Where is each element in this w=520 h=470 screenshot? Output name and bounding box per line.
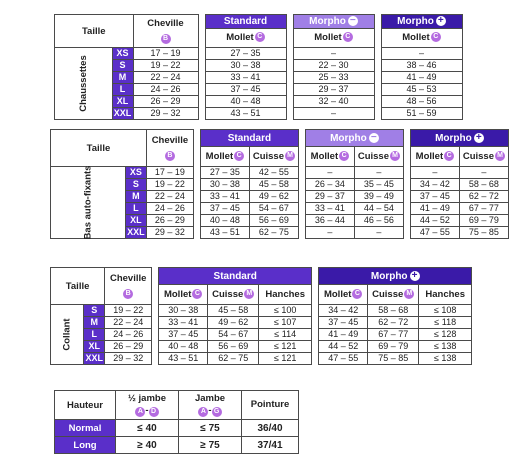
- size-cell: XS: [125, 167, 146, 179]
- cheville-cell: 22 – 24: [133, 72, 198, 84]
- size-cell: S: [112, 60, 133, 72]
- plus-cuisse-cell: 62 – 72: [368, 317, 419, 329]
- plus-mollet-cell: 47 – 55: [319, 353, 368, 365]
- cheville-header: [105, 268, 152, 305]
- size-cell: S: [125, 179, 146, 191]
- cheville-cell: 19 – 22: [133, 60, 198, 72]
- std-hanches-cell: ≤ 121: [259, 353, 312, 365]
- cheville-cell: 24 – 26: [133, 84, 198, 96]
- pointure-header: Pointure: [242, 391, 299, 420]
- cheville-label: Cheville: [147, 18, 184, 29]
- cheville-label: Cheville: [151, 135, 189, 146]
- table-row: [55, 48, 463, 60]
- cheville-cell: 26 – 29: [133, 96, 198, 108]
- collant-table: [50, 267, 472, 365]
- std-cuisse-cell: 45 – 58: [249, 179, 298, 191]
- side-label: [51, 167, 126, 239]
- morpho-plus-header: [410, 130, 508, 147]
- std-cuisse-cell: 45 – 58: [208, 305, 259, 317]
- c-badge-icon: C: [444, 151, 454, 161]
- table-row: [51, 329, 472, 341]
- std-cuisse-cell: 49 – 62: [208, 317, 259, 329]
- plus-mollet-cell: 34 – 42: [410, 179, 459, 191]
- plus-mollet-cell: 37 – 45: [410, 191, 459, 203]
- minus-mollet-cell: –: [305, 167, 354, 179]
- std-cuisse-cell: 42 – 55: [249, 167, 298, 179]
- plus-circle-icon: +: [436, 16, 446, 26]
- morpho-plus-header: [319, 268, 472, 285]
- minus-mollet-cell: 26 – 34: [305, 179, 354, 191]
- a-badge-icon: A: [135, 407, 145, 417]
- m-badge-icon: M: [390, 151, 400, 161]
- cheville-cell: 29 – 32: [133, 108, 198, 120]
- std-hanches-cell: ≤ 114: [259, 329, 312, 341]
- std-cuisse-cell: 62 – 75: [249, 227, 298, 239]
- c-badge-icon: C: [352, 289, 362, 299]
- plus-cuisse-cell: 67 – 77: [459, 203, 508, 215]
- pointure-cell: 37/41: [242, 437, 299, 454]
- std-cell: 27 – 35: [205, 48, 286, 60]
- std-mollet-cell: 33 – 41: [159, 317, 208, 329]
- jambe-cell: ≤ 75: [179, 420, 242, 437]
- table-row: [55, 84, 463, 96]
- hauteur-label-cell: Normal: [55, 420, 116, 437]
- minus-cuisse-cell: 46 – 56: [354, 215, 403, 227]
- std-cuisse-cell: 54 – 67: [249, 203, 298, 215]
- plus-cell: –: [381, 48, 462, 60]
- cheville-cell: 26 – 29: [146, 215, 193, 227]
- cuisse-header: [368, 285, 419, 305]
- cuisse-label: Cuisse: [212, 288, 244, 300]
- minus-cuisse-cell: 39 – 49: [354, 191, 403, 203]
- minus-cuisse-cell: 44 – 54: [354, 203, 403, 215]
- mollet-label: Mollet: [205, 150, 234, 162]
- m-badge-icon: M: [285, 151, 295, 161]
- mollet-header: [159, 285, 208, 305]
- m-badge-icon: M: [404, 289, 414, 299]
- std-hanches-cell: ≤ 121: [259, 341, 312, 353]
- minus-cuisse-cell: 35 – 45: [354, 179, 403, 191]
- c-badge-icon: C: [339, 151, 349, 161]
- cuisse-header: [354, 147, 403, 167]
- plus-mollet-cell: 47 – 55: [410, 227, 459, 239]
- a-badge-icon: A: [198, 407, 208, 417]
- std-mollet-cell: 43 – 51: [200, 227, 249, 239]
- demi-jambe-cell: ≤ 40: [116, 420, 179, 437]
- morpho-label: Morpho: [397, 16, 434, 27]
- cuisse-header: [249, 147, 298, 167]
- hanches-header: Hanches: [419, 285, 472, 305]
- m-badge-icon: M: [495, 151, 505, 161]
- cheville-cell: 24 – 26: [105, 329, 152, 341]
- std-cell: 40 – 48: [205, 96, 286, 108]
- plus-cuisse-cell: 75 – 85: [459, 227, 508, 239]
- morpho-plus-header: [381, 15, 462, 29]
- table-row: [55, 108, 463, 120]
- d-badge-icon: D: [149, 407, 159, 417]
- minus-cell: –: [293, 48, 374, 60]
- std-cuisse-cell: 56 – 69: [208, 341, 259, 353]
- plus-mollet-cell: 37 – 45: [319, 317, 368, 329]
- mollet-header: [381, 29, 462, 48]
- size-cell: XL: [125, 215, 146, 227]
- plus-cuisse-cell: 58 – 68: [459, 179, 508, 191]
- table-row: [51, 317, 472, 329]
- cheville-label: Cheville: [109, 273, 147, 284]
- table-row: [51, 353, 472, 365]
- demi-jambe-label: ½ jambe: [127, 393, 167, 404]
- std-cell: 37 – 45: [205, 84, 286, 96]
- plus-cell: 41 – 49: [381, 72, 462, 84]
- mollet-label: Mollet: [323, 288, 352, 300]
- plus-hanches-cell: ≤ 108: [419, 305, 472, 317]
- plus-cuisse-cell: 62 – 72: [459, 191, 508, 203]
- c-badge-icon: C: [192, 289, 202, 299]
- g-badge-icon: G: [212, 407, 222, 417]
- plus-mollet-cell: 44 – 52: [410, 215, 459, 227]
- std-cuisse-cell: 54 – 67: [208, 329, 259, 341]
- demi-jambe-header: ½ jambe A - D: [116, 391, 179, 420]
- autofixants-table: [50, 129, 509, 239]
- size-cell: M: [84, 317, 105, 329]
- size-cell: M: [125, 191, 146, 203]
- side-label: [55, 48, 113, 120]
- plus-cuisse-cell: 58 – 68: [368, 305, 419, 317]
- size-cell: XXL: [127, 227, 145, 237]
- plus-hanches-cell: ≤ 138: [419, 341, 472, 353]
- side-text: Chaussettes: [77, 55, 89, 112]
- minus-cell: 25 – 33: [293, 72, 374, 84]
- table-row: [55, 437, 299, 454]
- b-badge-icon: B: [165, 151, 175, 161]
- table-row: [55, 96, 463, 108]
- morpho-minus-header: [305, 130, 403, 147]
- b-badge-icon: B: [123, 289, 133, 299]
- cheville-cell: 29 – 32: [146, 227, 193, 239]
- std-mollet-cell: 33 – 41: [200, 191, 249, 203]
- std-cell: 30 – 38: [205, 60, 286, 72]
- std-mollet-cell: 37 – 45: [200, 203, 249, 215]
- morpho-label: Morpho: [370, 270, 408, 282]
- mollet-header: [305, 147, 354, 167]
- c-badge-icon: C: [234, 151, 244, 161]
- std-cuisse-cell: 62 – 75: [208, 353, 259, 365]
- plus-cuisse-cell: –: [459, 167, 508, 179]
- plus-mollet-cell: –: [410, 167, 459, 179]
- minus-mollet-cell: 33 – 41: [305, 203, 354, 215]
- minus-circle-icon: −: [348, 16, 358, 26]
- mollet-header: [410, 147, 459, 167]
- plus-cell: 38 – 46: [381, 60, 462, 72]
- c-badge-icon: C: [343, 32, 353, 42]
- cheville-header: [146, 130, 193, 167]
- std-mollet-cell: 40 – 48: [200, 215, 249, 227]
- chaussettes-table: [54, 14, 463, 120]
- size-cell: L: [112, 84, 133, 96]
- jambe-cell: ≥ 75: [179, 437, 242, 454]
- standard-header: Standard: [205, 15, 286, 29]
- cuisse-label: Cuisse: [372, 288, 404, 300]
- std-hanches-cell: ≤ 107: [259, 317, 312, 329]
- plus-cell: 51 – 59: [381, 108, 462, 120]
- plus-cell: 45 – 53: [381, 84, 462, 96]
- morpho-label: Morpho: [435, 132, 472, 144]
- minus-mollet-cell: 36 – 44: [305, 215, 354, 227]
- size-cell: XS: [112, 48, 133, 60]
- cheville-cell: 29 – 32: [105, 353, 152, 365]
- cheville-cell: 26 – 29: [105, 341, 152, 353]
- table-row: [51, 305, 472, 317]
- plus-hanches-cell: ≤ 118: [419, 317, 472, 329]
- plus-cuisse-cell: 69 – 79: [368, 341, 419, 353]
- cuisse-label: Cuisse: [357, 150, 389, 162]
- size-cell: S: [84, 305, 105, 317]
- std-cell: 33 – 41: [205, 72, 286, 84]
- minus-circle-icon: −: [369, 133, 379, 143]
- c-badge-icon: C: [431, 32, 441, 42]
- mollet-label: Mollet: [402, 32, 430, 43]
- cheville-cell: 24 – 26: [146, 203, 193, 215]
- size-cell: XXL: [113, 108, 132, 118]
- size-cell: L: [125, 203, 146, 215]
- cuisse-header: [459, 147, 508, 167]
- pointure-cell: 36/40: [242, 420, 299, 437]
- jambe-label: Jambe: [194, 393, 226, 404]
- side-text: Bas auto-fixants: [82, 165, 94, 240]
- plus-circle-icon: +: [474, 133, 484, 143]
- size-cell: XXL: [85, 353, 103, 363]
- minus-cell: 29 – 37: [293, 84, 374, 96]
- plus-mollet-cell: 34 – 42: [319, 305, 368, 317]
- std-mollet-cell: 30 – 38: [159, 305, 208, 317]
- std-cuisse-cell: 49 – 62: [249, 191, 298, 203]
- mollet-label: Mollet: [415, 150, 444, 162]
- plus-hanches-cell: ≤ 138: [419, 353, 472, 365]
- standard-header: Standard: [159, 268, 312, 285]
- std-mollet-cell: 37 – 45: [159, 329, 208, 341]
- table-row: [55, 60, 463, 72]
- taille-header: Taille: [51, 130, 147, 167]
- table-row: [55, 72, 463, 84]
- std-mollet-cell: 40 – 48: [159, 341, 208, 353]
- cheville-cell: 22 – 24: [105, 317, 152, 329]
- cheville-cell: 17 – 19: [133, 48, 198, 60]
- std-mollet-cell: 27 – 35: [200, 167, 249, 179]
- plus-cuisse-cell: 69 – 79: [459, 215, 508, 227]
- plus-mollet-cell: 44 – 52: [319, 341, 368, 353]
- minus-cuisse-cell: –: [354, 167, 403, 179]
- std-mollet-cell: 30 – 38: [200, 179, 249, 191]
- b-badge-icon: B: [161, 34, 171, 44]
- cheville-header: [133, 15, 198, 48]
- taille-header: Taille: [55, 15, 134, 48]
- plus-mollet-cell: 41 – 49: [319, 329, 368, 341]
- minus-cell: 32 – 40: [293, 96, 374, 108]
- size-cell: L: [84, 329, 105, 341]
- cheville-cell: 17 – 19: [146, 167, 193, 179]
- table-row: [55, 420, 299, 437]
- cheville-cell: 19 – 22: [146, 179, 193, 191]
- mollet-header: [293, 29, 374, 48]
- std-hanches-cell: ≤ 100: [259, 305, 312, 317]
- std-mollet-cell: 43 – 51: [159, 353, 208, 365]
- size-cell: M: [112, 72, 133, 84]
- c-badge-icon: C: [255, 32, 265, 42]
- plus-mollet-cell: 41 – 49: [410, 203, 459, 215]
- taille-header: Taille: [51, 268, 105, 305]
- mollet-header: [200, 147, 249, 167]
- minus-cuisse-cell: –: [354, 227, 403, 239]
- plus-cell: 48 – 56: [381, 96, 462, 108]
- cheville-cell: 19 – 22: [105, 305, 152, 317]
- minus-mollet-cell: –: [305, 227, 354, 239]
- morpho-minus-header: [293, 15, 374, 29]
- morpho-label: Morpho: [330, 132, 367, 144]
- hauteur-header: Hauteur: [55, 391, 116, 420]
- side-text: Collant: [61, 318, 73, 351]
- jambe-header: Jambe A - G: [179, 391, 242, 420]
- table-row: [51, 341, 472, 353]
- mollet-label: Mollet: [226, 32, 254, 43]
- plus-circle-icon: +: [410, 271, 420, 281]
- side-label: [51, 305, 84, 365]
- minus-mollet-cell: 29 – 37: [305, 191, 354, 203]
- size-cell: XL: [84, 341, 105, 353]
- mollet-label: Mollet: [310, 150, 339, 162]
- demi-jambe-cell: ≥ 40: [116, 437, 179, 454]
- cheville-cell: 22 – 24: [146, 191, 193, 203]
- std-cell: 43 – 51: [205, 108, 286, 120]
- standard-header: Standard: [200, 130, 298, 147]
- cuisse-label: Cuisse: [462, 150, 494, 162]
- size-cell: XL: [112, 96, 133, 108]
- hauteur-label-cell: Long: [55, 437, 116, 454]
- std-cuisse-cell: 56 – 69: [249, 215, 298, 227]
- cuisse-header: [208, 285, 259, 305]
- morpho-label: Morpho: [309, 16, 346, 27]
- cuisse-label: Cuisse: [252, 150, 284, 162]
- plus-cuisse-cell: 75 – 85: [368, 353, 419, 365]
- hauteur-table: [54, 390, 299, 454]
- minus-cell: –: [293, 108, 374, 120]
- mollet-header: [205, 29, 286, 48]
- mollet-header: [319, 285, 368, 305]
- m-badge-icon: M: [244, 289, 254, 299]
- plus-cuisse-cell: 67 – 77: [368, 329, 419, 341]
- mollet-label: Mollet: [314, 32, 342, 43]
- plus-hanches-cell: ≤ 128: [419, 329, 472, 341]
- minus-cell: 22 – 30: [293, 60, 374, 72]
- table-row: [51, 167, 509, 179]
- hanches-header: Hanches: [259, 285, 312, 305]
- mollet-label: Mollet: [163, 288, 192, 300]
